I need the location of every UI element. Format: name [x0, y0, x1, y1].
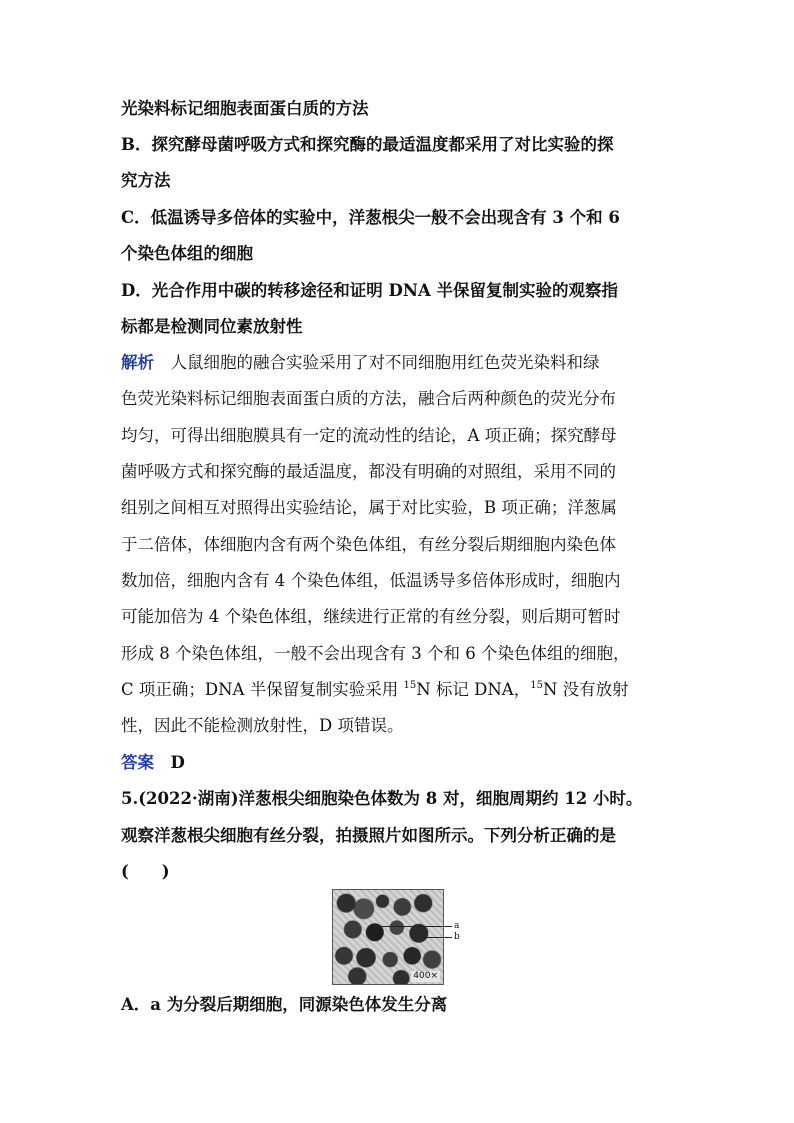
text-line: 光染料标记细胞表面蛋白质的方法: [121, 99, 369, 118]
analysis-text: C 项正确；DNA 半保留复制实验采用: [121, 680, 404, 699]
analysis-line: 性，因此不能检测放射性，D 项错误。: [121, 716, 404, 735]
option-b-line: B．探究酵母菌呼吸方式和探究酶的最适温度都采用了对比实验的探: [121, 135, 614, 154]
analysis-line: 于二倍体，体细胞内含有两个染色体组，有丝分裂后期细胞内染色体: [121, 535, 616, 554]
pointer-line-a: [372, 926, 452, 927]
answer-label: 答案: [121, 753, 154, 772]
question-5-stem: 观察洋葱根尖细胞有丝分裂，拍摄照片如图所示。下列分析正确的是: [121, 826, 616, 845]
question-5-stem: 5.(2022·湖南)洋葱根尖细胞染色体数为 8 对，细胞周期约 12 小时。: [121, 789, 643, 808]
pointer-line-b: [420, 937, 452, 938]
analysis-line: 组别之间相互对照得出实验结论，属于对比实验，B 项正确；洋葱属: [121, 498, 617, 517]
analysis-line: 菌呼吸方式和探究酶的最适温度，都没有明确的对照组，采用不同的: [121, 462, 616, 481]
analysis-line: 色荧光染料标记细胞表面蛋白质的方法，融合后两种颜色的荧光分布: [121, 389, 616, 408]
analysis-line: [121, 352, 681, 374]
text-line: 标都是检测同位素放射性: [121, 317, 303, 336]
isotope-superscript: 15: [530, 680, 543, 691]
label-b: b: [454, 932, 460, 942]
analysis-line: 形成 8 个染色体组，一般不会出现含有 3 个和 6 个染色体组的细胞，: [121, 644, 630, 663]
analysis-text: N 标记 DNA，: [416, 680, 531, 699]
answer-value: D: [170, 753, 185, 772]
magnification-label: 400×: [413, 971, 438, 981]
analysis-line: [121, 679, 681, 701]
micrograph-figure: [332, 889, 464, 983]
analysis-text: 人鼠细胞的融合实验采用了对不同细胞用红色荧光染料和绿: [170, 353, 600, 372]
analysis-label: 解析: [121, 353, 154, 372]
isotope-superscript: 15: [403, 680, 417, 691]
label-a: a: [454, 921, 460, 931]
answer-line: [121, 752, 681, 774]
text-line: 个染色体组的细胞: [121, 244, 253, 263]
analysis-line: 可能加倍为 4 个染色体组，继续进行正常的有丝分裂，则后期可暂时: [121, 607, 621, 626]
analysis-line: 均匀，可得出细胞膜具有一定的流动性的结论，A 项正确；探究酵母: [121, 426, 617, 445]
option-c-line: C．低温诱导多倍体的实验中，洋葱根尖一般不会出现含有 3 个和 6: [121, 208, 620, 227]
text-line: 究方法: [121, 171, 171, 190]
option-a-line: A．a 为分裂后期细胞，同源染色体发生分离: [121, 995, 448, 1014]
answer-blank: ( ): [121, 862, 170, 881]
option-d-line: D．光合作用中碳的转移途径和证明 DNA 半保留复制实验的观察指: [121, 281, 618, 300]
analysis-text: N 没有放射: [542, 680, 629, 699]
analysis-line: 数加倍，细胞内含有 4 个染色体组，低温诱导多倍体形成时，细胞内: [121, 571, 621, 590]
